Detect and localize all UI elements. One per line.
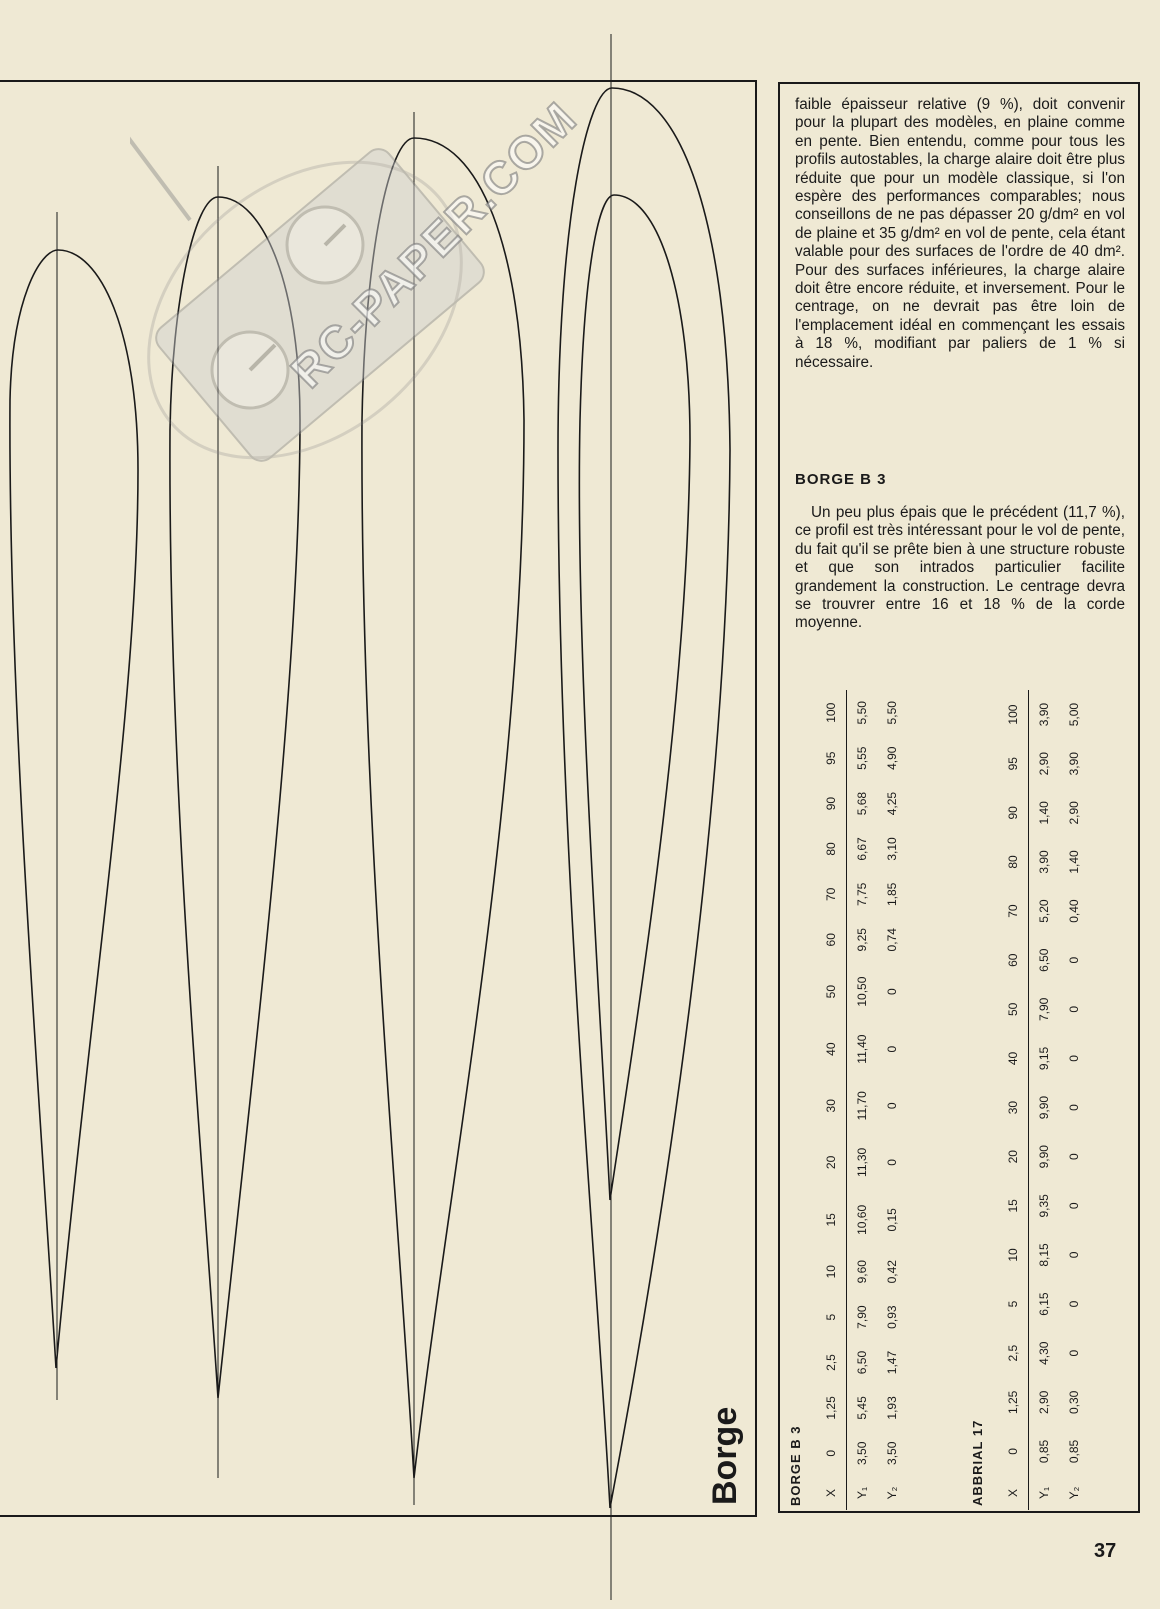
table-cell: 0,30	[1067, 1390, 1081, 1414]
table-cell: 3,10	[885, 837, 899, 861]
table-cell: 1,85	[885, 882, 899, 907]
table-cell: 3,50	[855, 1441, 869, 1465]
table-cell: 3,90	[1067, 752, 1081, 776]
table-cell: 0	[1067, 1104, 1081, 1111]
table-row-x	[998, 690, 1029, 1510]
table-cell: 40	[998, 1034, 1029, 1083]
airfoil-profile-1	[10, 250, 138, 1368]
table-cell: 9,90	[1037, 1145, 1051, 1169]
table-cell: 4,30	[1037, 1341, 1051, 1365]
table-cell: 2,90	[1037, 1390, 1051, 1414]
table-cell: 1,93	[885, 1396, 899, 1420]
table-cell: 1,25	[816, 1385, 847, 1430]
table-cell: 5,55	[855, 746, 869, 770]
table-cell: 40	[816, 1021, 847, 1078]
table-cell: 100	[816, 690, 847, 736]
table-cell: 0	[1067, 1055, 1081, 1062]
table-cell: 0	[1067, 956, 1081, 964]
table-2-title: ABBRIAL 17	[970, 1419, 985, 1506]
table-cell: 7,75	[855, 882, 869, 907]
table-cell: 0,42	[885, 1260, 899, 1284]
table-cell: 70	[998, 887, 1029, 936]
table-cell: 20	[998, 1132, 1029, 1181]
page-number: 37	[1094, 1540, 1117, 1562]
table-cell: 1,25	[998, 1378, 1029, 1427]
table-cell: 0,74	[885, 928, 899, 952]
table-cell: 0	[1067, 1153, 1081, 1161]
row-label: Y₁	[1037, 1486, 1051, 1500]
table-cell: 0	[1067, 1300, 1081, 1308]
table-cell: 50	[998, 985, 1029, 1034]
table-cell: 3,50	[885, 1441, 899, 1465]
table-cell: 0,85	[1037, 1439, 1051, 1464]
table-cell: 7,90	[855, 1305, 869, 1329]
table-cell: 11,70	[855, 1091, 869, 1121]
table-row-x	[816, 690, 847, 1510]
table-cell: 30	[998, 1083, 1029, 1132]
table-cell: 0,40	[1067, 899, 1081, 923]
table-cell: 0,15	[885, 1208, 899, 1232]
table-cell: 0	[816, 1431, 847, 1476]
table-cell: 5	[998, 1280, 1029, 1329]
table-cell: 20	[816, 1134, 847, 1191]
row-label: Y₂	[1067, 1486, 1081, 1500]
table-row-y1	[847, 690, 878, 1510]
table-cell: 0	[885, 1159, 899, 1166]
table-cell: 5,45	[855, 1396, 869, 1420]
row-label: Y₂	[885, 1486, 899, 1500]
table-row-y1	[1029, 690, 1060, 1510]
table-cell: 2,90	[1037, 752, 1051, 776]
table-cell: 0	[1067, 1349, 1081, 1357]
article-paragraph-2: Un peu plus épais que le précédent (11,7 %), ce profil est très intéressant pour le vol de pente, du fait qu'il se prête bien à une structure robuste et que son intrados particulier facilite grandement la construction. Le centrage devra se trouvrer entre 16 et 18 % de la corde moyenne.	[795, 504, 1125, 632]
table-cell: 5,00	[1067, 702, 1081, 727]
table-cell: 2,5	[998, 1329, 1029, 1378]
table-cell: 10,50	[855, 976, 869, 1007]
section-heading: BORGE B 3	[795, 471, 887, 488]
table-cell: 0	[885, 1045, 899, 1053]
table-borge-b3	[816, 690, 907, 1510]
table-cell: 9,35	[1037, 1194, 1051, 1218]
table-cell: 5,68	[855, 791, 869, 816]
table-cell: 6,15	[1037, 1292, 1051, 1316]
table-cell: 30	[816, 1077, 847, 1134]
table-cell: 8,15	[1037, 1243, 1051, 1267]
table-row-y2	[877, 690, 907, 1510]
table-cell: 3,90	[1037, 702, 1051, 727]
table-cell: 2,90	[1067, 801, 1081, 825]
row-label: Y₁	[855, 1486, 869, 1500]
table-cell: 5	[816, 1294, 847, 1339]
table-cell: 10	[998, 1230, 1029, 1279]
table-cell: 60	[816, 917, 847, 962]
table-cell: 1,40	[1037, 801, 1051, 825]
table-cell: 95	[816, 736, 847, 781]
airfoil-profile-3	[362, 138, 524, 1478]
table-cell: 90	[998, 788, 1029, 837]
airfoil-profile-2	[170, 197, 300, 1398]
article-paragraph-1: faible épaisseur relative (9 %), doit convenir pour la plupart des modèles, en plaine comme en pente. Bien entendu, comme pour tous les profils autostables, la charge alaire doit être plus réduite que pour un modèle classique, si l'on espère des performances comparables; nous conseillons de ne pas dépasser 20 g/dm² en vol de plaine et 35 g/dm² en vol de pente, cela étant valable pour des surfaces de l'ordre de 40 dm². Pour des surfaces inférieures, la charge alaire doit être encore réduite, et inversement. Pour le centrage, on ne devrait pas être loin de l'emplacement idéal en commençant les essais à 18 %, modifiant par paliers de 1 % si nécessaire.	[795, 96, 1125, 371]
table-cell: 1,47	[885, 1350, 899, 1375]
table-1-title: BORGE B 3	[788, 1425, 803, 1506]
table-cell: 2,5	[816, 1340, 847, 1385]
table-cell: 6,50	[855, 1350, 869, 1375]
table-row-y2	[1059, 690, 1089, 1510]
table-cell: 3,90	[1037, 850, 1051, 874]
table-cell: 5,50	[855, 701, 869, 725]
table-cell: 50	[816, 962, 847, 1020]
table-cell: 9,15	[1037, 1046, 1051, 1071]
table-cell: 10	[816, 1249, 847, 1294]
table-cell: 0,85	[1067, 1439, 1081, 1464]
row-label: X	[816, 1476, 847, 1510]
table-cell: 60	[998, 936, 1029, 985]
table-cell: 0,93	[885, 1305, 899, 1329]
table-cell: 0	[1067, 1202, 1081, 1210]
table-cell: 7,90	[1037, 997, 1051, 1021]
coordinate-tables	[780, 690, 1140, 1510]
profile-name-label: Borge	[706, 1406, 744, 1505]
table-cell: 80	[816, 826, 847, 871]
watermark-text: RC-PAPER.COM	[280, 91, 587, 398]
airfoil-profile-4	[558, 88, 730, 1508]
table-cell: 6,50	[1037, 948, 1051, 972]
table-cell: 90	[816, 781, 847, 826]
table-cell: 9,60	[855, 1260, 869, 1284]
table-cell: 10,60	[855, 1204, 869, 1235]
table-cell: 9,25	[855, 928, 869, 952]
table-cell: 4,25	[885, 791, 899, 816]
table-cell: 5,20	[1037, 899, 1051, 923]
table-cell: 11,40	[855, 1034, 869, 1064]
table-cell: 15	[816, 1191, 847, 1249]
table-cell: 100	[998, 690, 1029, 739]
table-cell: 80	[998, 837, 1029, 886]
table-cell: 0	[1067, 1251, 1081, 1259]
row-label: X	[998, 1476, 1029, 1510]
table-cell: 0	[1067, 1005, 1081, 1013]
table-cell: 0	[998, 1427, 1029, 1476]
table-cell: 4,90	[885, 746, 899, 770]
airfoil-profile-4-inner	[579, 195, 690, 1200]
table-cell: 0	[885, 988, 899, 995]
table-cell: 15	[998, 1181, 1029, 1230]
table-cell: 11,30	[855, 1147, 869, 1177]
table-cell: 70	[816, 872, 847, 917]
table-cell: 95	[998, 739, 1029, 788]
table-abbrial-17	[998, 690, 1089, 1510]
table-cell: 1,40	[1067, 850, 1081, 874]
table-cell: 9,90	[1037, 1095, 1051, 1120]
table-cell: 0	[885, 1102, 899, 1110]
table-cell: 6,67	[855, 837, 869, 861]
table-cell: 5,50	[885, 701, 899, 725]
